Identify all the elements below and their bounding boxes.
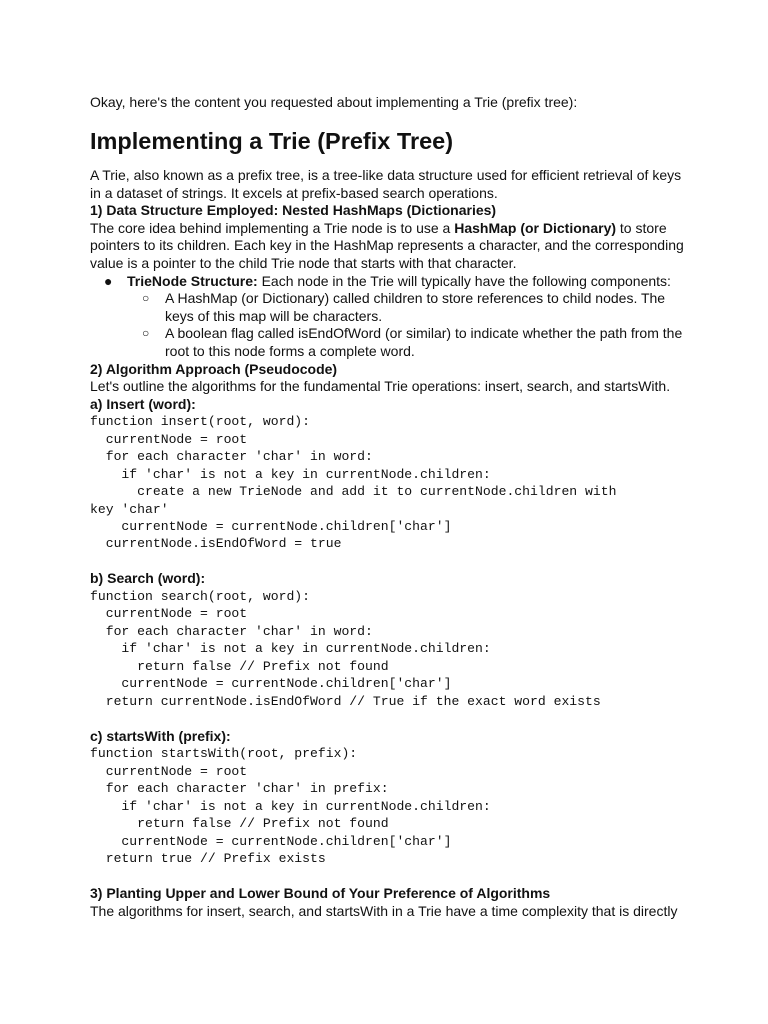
section-1-text-a: The core idea behind implementing a Trie node is to use a [90, 219, 455, 236]
page-title: Implementing a Trie (Prefix Tree) [90, 128, 454, 154]
startswith-heading: c) startsWith (prefix): [90, 727, 231, 744]
overview-line-1: A Trie, also known as a prefix tree, is a tree-like data structure used for efficient retrieval of keys [90, 167, 682, 183]
section-1-line-3: value is a pointer to the child Trie node that starts with that character. [90, 254, 517, 271]
search-heading: b) Search (word): [90, 570, 206, 587]
search-code-block: function search(root, word): currentNode = root for each character 'char' in word: if 'char' is not a key in currentNode.children: return false // Prefix not found currentNode = currentNode.children['char'] return currentNode.isEndOfWord // True if the exact word exists [90, 589, 601, 709]
section-1-paragraph [90, 220, 690, 273]
intro-text: Okay, here's the content you requested about implementing a Trie (prefix tree): [90, 94, 578, 110]
section-2-heading: 2) Algorithm Approach (Pseudocode) [90, 360, 338, 377]
overview-line-2: in a dataset of strings. It excels at prefix-based search operations. [90, 184, 498, 201]
section-3-text: The algorithms for insert, search, and startsWith in a Trie have a time complexity that is directly [90, 902, 678, 919]
trienode-sublist [90, 290, 690, 360]
insert-code-block: function insert(root, word): currentNode = root for each character 'char' in word: if 'char' is not a key in currentNode.children: create a new TrieNode and add it to currentNode.children with key 'char' currentNode = currentNode.children['char'] currentNode.isEndOfWord = true [90, 414, 617, 552]
trienode-text: Each node in the Trie will typically have the following components: [257, 272, 671, 289]
section-1-bold: HashMap (or Dictionary) [454, 219, 617, 236]
section-1-line-2: pointers to its children. Each key in the HashMap represents a character, and the corresponding [90, 237, 684, 254]
section-3-heading: 3) Planting Upper and Lower Bound of Your Preference of Algorithms [90, 884, 551, 901]
section-1-text-b: to store [616, 219, 667, 236]
trienode-label: TrieNode Structure: [127, 272, 258, 289]
section-1-heading: 1) Data Structure Employed: Nested HashMaps (Dictionaries) [90, 202, 497, 219]
sub-item-2-line-1: A boolean flag called isEndOfWord (or similar) to indicate whether the path from the [165, 325, 683, 342]
trienode-list [90, 273, 690, 361]
sub-item-1-line-2: keys of this map will be characters. [165, 307, 383, 324]
list-item [90, 273, 690, 361]
startswith-code-block: function startsWith(root, prefix): currentNode = root for each character 'char' in prefix: if 'char' is not a key in currentNode.children: return false // Prefix not found currentNode = currentNode.children['char'] return true // Prefix exists [90, 746, 491, 867]
document-page [90, 93, 690, 919]
insert-heading: a) Insert (word): [90, 395, 196, 412]
circle-bullet-icon: ○ [142, 326, 150, 341]
document-body [90, 167, 690, 920]
list-item [90, 325, 690, 360]
sub-item-2-line-2: root to this node forms a complete word. [165, 342, 415, 359]
bullet-icon: ● [104, 272, 113, 289]
circle-bullet-icon: ○ [142, 291, 150, 306]
sub-item-1-line-1: A HashMap (or Dictionary) called children to store references to child nodes. The [165, 290, 666, 307]
list-item [90, 290, 690, 325]
section-2-intro: Let's outline the algorithms for the fundamental Trie operations: insert, search, and startsWith. [90, 378, 671, 395]
overview-paragraph [90, 167, 690, 202]
